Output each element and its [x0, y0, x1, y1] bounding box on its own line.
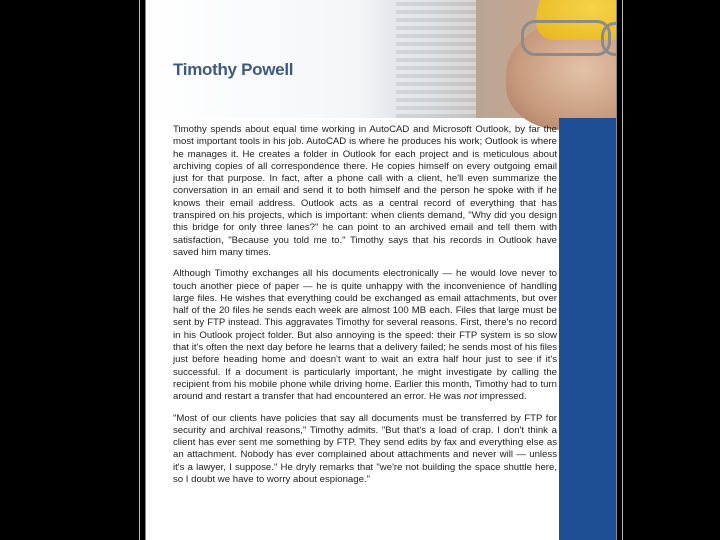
paragraph-3: "Most of our clients have policies that say all documents must be transferred by FTP for security and archival reasons," Timothy admits. "But that's a load of crap. I don't think a client has ever sent me something by FTP. They send edits by fax and everything else as an attachment. Nobody has ever complained about attachments and never will — unless it's a lawyer, I suppose." He dryly remarks that "we're not building the space shuttle here, so I doubt we have to worry about espionage.": [173, 412, 557, 486]
document-page: [145, 0, 617, 540]
paragraph-1: Timothy spends about equal time working in AutoCAD and Microsoft Outlook, by far the most important tools in his job. AutoCAD is where he produces his work; Outlook is where he manages it. He creates a folder in Outlook for each project and is meticulous about archiving copies of all correspondence there. He copies himself on every outgoing email just for that purpose. In fact, after a phone call with a client, he'll even summarize the conversation in an email and send it to both himself and the person he spoke with if he knows their email address. Outlook acts as a central record of everything that has transpired on his projects, which is important: when clients demand, "Why did you design this bridge for only three lanes?" he can point to an archived email and tell them with satisfaction, "Because you told me to." Timothy says that his records in Outlook have saved him many times.: [173, 124, 557, 258]
paragraph-2: [173, 268, 557, 403]
glasses-left-lens: [521, 20, 611, 56]
header-photo: [146, 0, 616, 118]
paragraph-2-tail: impressed.: [477, 391, 527, 403]
paragraph-2-text: Although Timothy exchanges all his documents electronically — he would love never to touch another piece of paper — he is quite unhappy with the inconvenience of handling large files. He wishes that everything could be exchanged as email attachments, but over half of the 20 files he sends each week are almost 100 MB each. Files that large must be sent by FTP instead. This aggravates Timothy for several reasons. First, there's no record in his Outlook project folder. But also annoying is the speed: their FTP system is so slow that it's often the next day before he learns that a delivery failed; he sends most of his files just before heading home and doesn't want to wait an extra half hour just to see if it's successful. If a document is particularly important, he might investigate by calling the recipient from his mobile phone while driving home. Earlier this month, Timothy had to turn around and restart a transfer that had encountered an error. He was: [173, 268, 557, 403]
glasses-right-lens: [601, 22, 617, 56]
background-building: [396, 0, 476, 118]
persona-description: [173, 124, 557, 495]
blue-sidebar: [559, 118, 616, 540]
emphasis-not: not: [463, 391, 478, 403]
persona-name: Timothy Powell: [173, 60, 294, 79]
